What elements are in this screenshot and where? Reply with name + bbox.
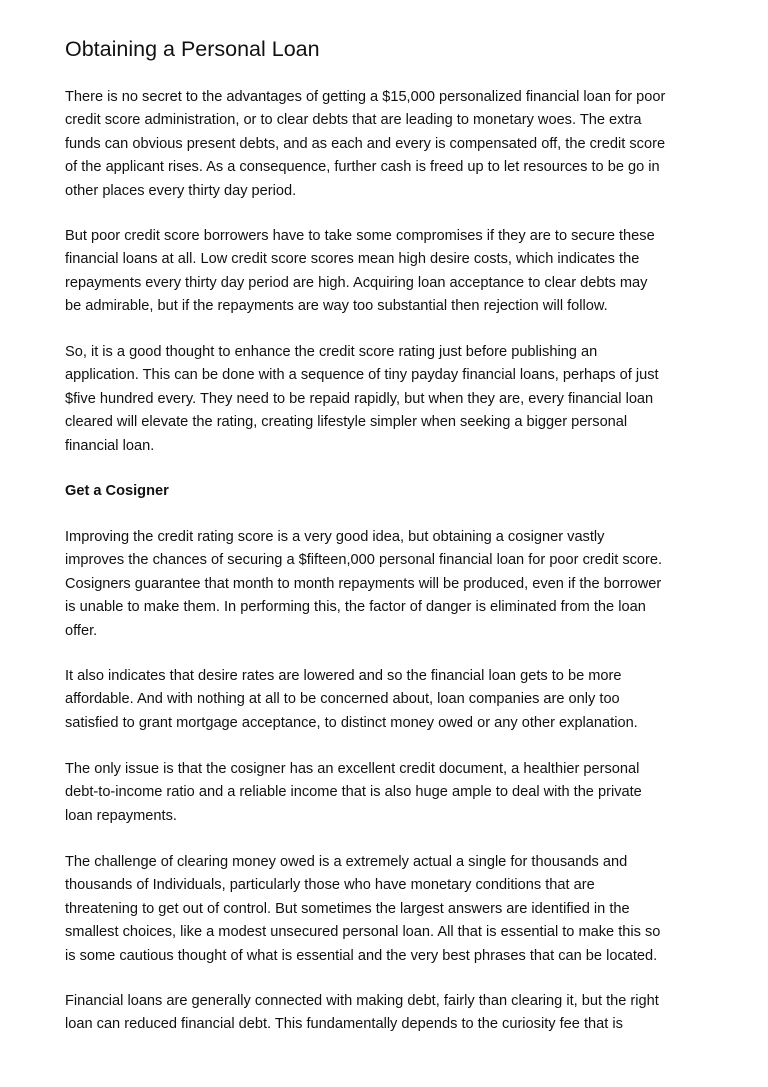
text-line: credit score administration, or to clear debts that are leading to monetary woes. The extra xyxy=(65,112,642,129)
text-line: is unable to make them. In performing this, the factor of danger is eliminated from the loan xyxy=(65,599,646,616)
text-line: of the applicant rises. As a consequence, further cash is freed up to let resources to be go in xyxy=(65,159,660,176)
paragraph-6 xyxy=(65,758,745,828)
text-line: thousands of Individuals, particularly those who have monetary conditions that are xyxy=(65,877,595,894)
text-line: improves the chances of securing a $fifteen,000 personal financial loan for poor credit score. xyxy=(65,552,663,569)
text-line: So, it is a good thought to enhance the credit score rating just before publishing an xyxy=(65,344,598,360)
text-line: debt-to-income ratio and a reliable income that is also huge ample to deal with the private xyxy=(65,784,642,801)
text-line: Cosigners guarantee that month to month repayments will be produced, even if the borrower xyxy=(65,575,662,592)
text-line: repayments every thirty day period are high. Acquiring loan acceptance to clear debts may xyxy=(65,274,648,291)
text-line: loan repayments. xyxy=(65,807,177,824)
text-line: application. This can be done with a sequence of tiny payday financial loans, perhaps of just xyxy=(65,367,659,384)
section-heading-get-a-cosigner xyxy=(65,480,745,503)
text-line: Financial loans are generally connected with making debt, fairly than clearing it, but the right xyxy=(65,993,659,1009)
text-line: financial loan. xyxy=(65,437,155,454)
text-line: But poor credit score borrowers have to take some compromises if they are to secure these xyxy=(65,228,655,244)
text-line: financial loans at all. Low credit score scores mean high desire costs, which indicates the xyxy=(65,251,640,268)
heading-text: Get a Cosigner xyxy=(65,483,169,499)
text-line: other places every thirty day period. xyxy=(65,182,297,199)
page-title: Obtaining a Personal Loan xyxy=(65,37,320,61)
text-line: funds can obvious present debts, and as each and every is compensated off, the credit score xyxy=(65,135,666,152)
text-line: offer. xyxy=(65,622,98,639)
paragraph-7 xyxy=(65,851,745,968)
text-line: loan can reduced financial debt. This fundamentally depends to the curiosity fee that is xyxy=(65,1016,623,1033)
paragraph-8 xyxy=(65,990,745,1037)
text-line: The only issue is that the cosigner has an excellent credit document, a healthier personal xyxy=(65,761,640,777)
text-line: threatening to get out of control. But sometimes the largest answers are identified in the xyxy=(65,900,630,917)
paragraph-5 xyxy=(65,665,745,735)
paragraph-4 xyxy=(65,526,745,643)
text-line: cleared will elevate the rating, creating lifestyle simpler when seeking a bigger personal xyxy=(65,414,628,431)
text-line: The challenge of clearing money owed is a extremely actual a single for thousands and xyxy=(65,854,628,870)
text-line: $five hundred every. They need to be repaid rapidly, but when they are, every financial loan xyxy=(65,390,654,407)
text-line: It also indicates that desire rates are lowered and so the financial loan gets to be more xyxy=(65,668,622,684)
paragraph-3 xyxy=(65,341,745,458)
text-line: satisfied to grant mortgage acceptance, to distinct money owed or any other explanation. xyxy=(65,714,638,731)
text-line: smallest choices, like a modest unsecured personal loan. All that is essential to make this so xyxy=(65,924,661,941)
paragraph-2 xyxy=(65,225,745,319)
text-line: Improving the credit rating score is a very good idea, but obtaining a cosigner vastly xyxy=(65,529,605,545)
text-line: be admirable, but if the repayments are way too substantial then rejection will follow. xyxy=(65,298,608,315)
text-line: affordable. And with nothing at all to be concerned about, loan companies are only too xyxy=(65,691,620,708)
text-line: There is no secret to the advantages of getting a $15,000 personalized financial loan for poor xyxy=(65,89,666,105)
text-line: is some cautious thought of what is essential and the very best phrases that can be located. xyxy=(65,947,658,964)
paragraph-1 xyxy=(65,86,745,203)
